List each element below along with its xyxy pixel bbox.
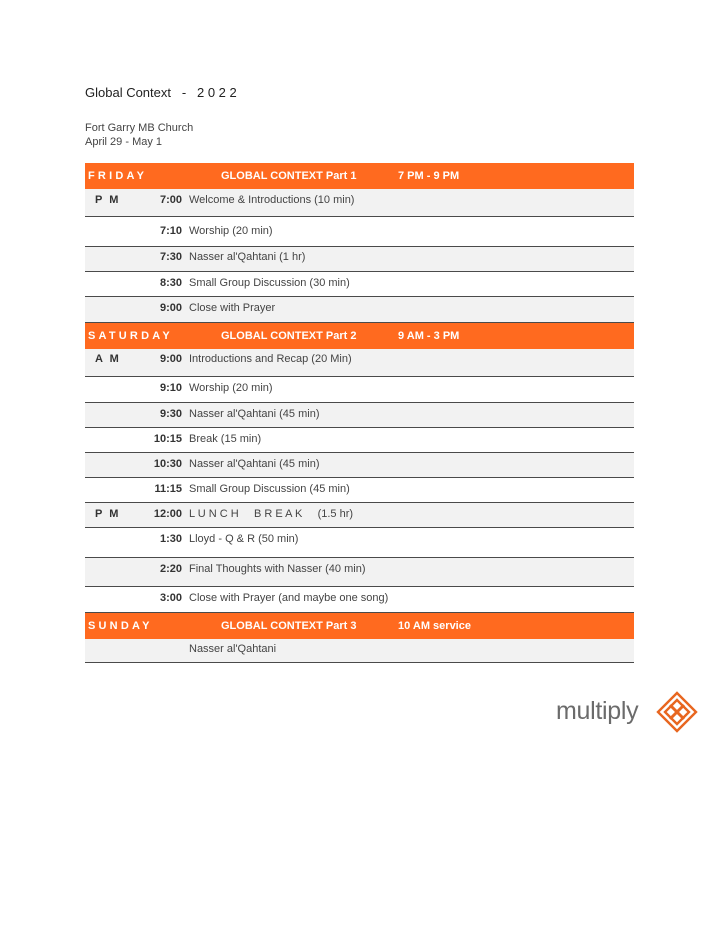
- time-cell: 1:30: [159, 533, 182, 545]
- activity-cell: Nasser al'Qahtani (1 hr): [189, 251, 306, 263]
- schedule-row: [85, 247, 634, 272]
- page-title: Global Context - 2 0 2 2: [85, 85, 237, 100]
- period-label: P M: [95, 194, 121, 206]
- schedule-row: [85, 558, 634, 587]
- time-cell: 10:30: [153, 458, 182, 470]
- activity-cell: Final Thoughts with Nasser (40 min): [189, 563, 366, 575]
- day-header-sunday: [85, 613, 634, 639]
- time-cell: 7:00: [159, 194, 182, 206]
- schedule-row: [85, 217, 634, 247]
- activity-cell: Small Group Discussion (30 min): [189, 277, 350, 289]
- schedule-row: [85, 503, 634, 528]
- session-title: GLOBAL CONTEXT Part 3: [221, 620, 357, 632]
- session-title: GLOBAL CONTEXT Part 1: [221, 170, 357, 182]
- schedule-table: [85, 163, 634, 663]
- schedule-row: [85, 478, 634, 503]
- schedule-row: [85, 403, 634, 428]
- time-cell: 9:30: [159, 408, 182, 420]
- time-cell: 9:00: [159, 302, 182, 314]
- day-header-saturday: [85, 323, 634, 349]
- time-cell: 11:15: [154, 483, 182, 495]
- activity-cell: Nasser al'Qahtani (45 min): [189, 408, 320, 420]
- time-cell: 9:10: [159, 382, 182, 394]
- event-info: [85, 121, 193, 149]
- schedule-row: [85, 428, 634, 453]
- time-cell: 3:00: [159, 592, 182, 604]
- multiply-logo: [556, 690, 701, 734]
- activity-cell: Break (15 min): [189, 433, 262, 445]
- session-time: 10 AM service: [398, 620, 471, 632]
- activity-cell: Nasser al'Qahtani: [189, 643, 277, 655]
- church-name: Fort Garry MB Church: [85, 122, 194, 134]
- multiply-diamond-icon: [656, 691, 698, 733]
- day-name: SUNDAY: [88, 620, 153, 632]
- day-name: SATURDAY: [88, 330, 173, 342]
- activity-cell: Lloyd - Q & R (50 min): [189, 533, 299, 545]
- day-name: FRIDAY: [88, 170, 148, 182]
- session-time: 9 AM - 3 PM: [398, 330, 460, 342]
- activity-cell: Worship (20 min): [189, 225, 273, 237]
- schedule-row: [85, 349, 634, 377]
- time-cell: 12:00: [153, 508, 182, 520]
- schedule-row: [85, 272, 634, 297]
- activity-cell: Worship (20 min): [189, 382, 273, 394]
- activity-cell: Small Group Discussion (45 min): [189, 483, 350, 495]
- schedule-row: [85, 453, 634, 478]
- schedule-row: [85, 189, 634, 217]
- period-label: A M: [95, 353, 121, 365]
- schedule-row: [85, 377, 634, 403]
- schedule-row: [85, 528, 634, 558]
- session-title: GLOBAL CONTEXT Part 2: [221, 330, 357, 342]
- schedule-row: [85, 297, 634, 323]
- time-cell: 7:30: [159, 251, 182, 263]
- activity-cell: Close with Prayer (and maybe one song): [189, 592, 389, 604]
- day-header-friday: [85, 163, 634, 189]
- activity-cell: Welcome & Introductions (10 min): [189, 194, 355, 206]
- activity-cell: Nasser al'Qahtani (45 min): [189, 458, 320, 470]
- time-cell: 2:20: [159, 563, 182, 575]
- logo-wordmark: multiply: [556, 697, 639, 725]
- time-cell: 10:15: [153, 433, 182, 445]
- activity-cell: Close with Prayer: [189, 302, 276, 314]
- activity-cell: Introductions and Recap (20 Min): [189, 353, 352, 365]
- time-cell: 8:30: [159, 277, 182, 289]
- event-dates: April 29 - May 1: [85, 136, 163, 148]
- activity-cell: L U N C H B R E A K (1.5 hr): [189, 508, 354, 520]
- period-label: P M: [95, 508, 121, 520]
- time-cell: 9:00: [159, 353, 182, 365]
- time-cell: 7:10: [159, 225, 182, 237]
- schedule-row: [85, 639, 634, 663]
- session-time: 7 PM - 9 PM: [398, 170, 460, 182]
- schedule-row: [85, 587, 634, 613]
